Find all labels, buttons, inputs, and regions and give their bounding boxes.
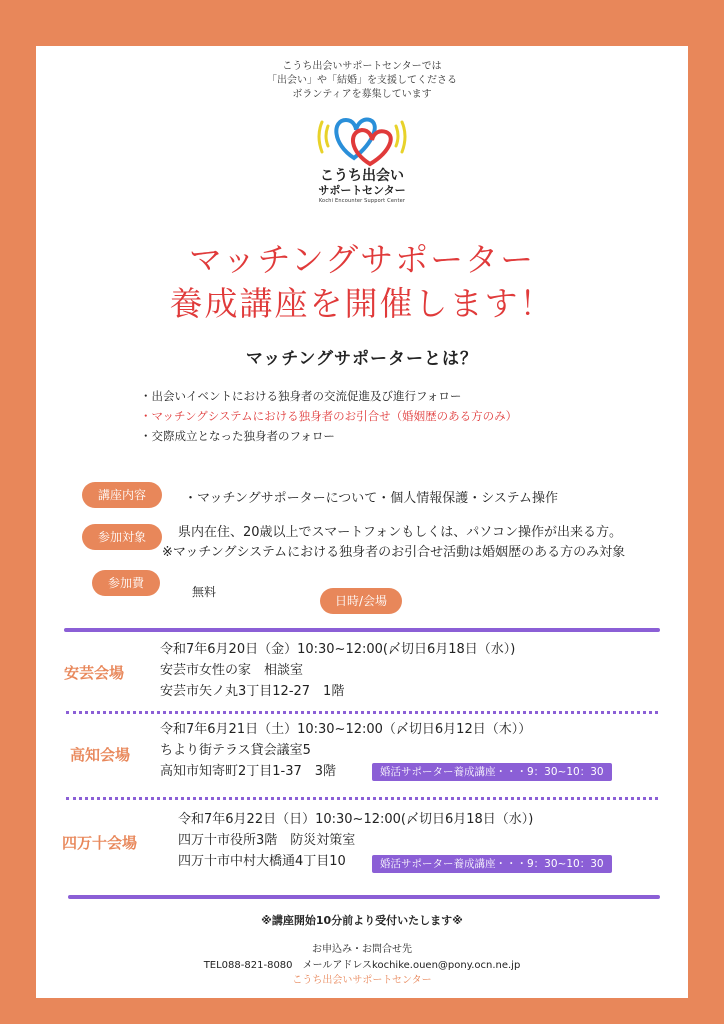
divider-dotted-1 — [66, 711, 658, 714]
venue-name-aki: 安芸会場 — [64, 664, 125, 682]
schedule-label: 日時/会場 — [320, 588, 402, 614]
venue-aki-date: 令和7年6月20日（金）10:30~12:00(〆切日6月18日（水）) — [160, 642, 516, 657]
course-text: ・マッチングサポーターについて・個人情報保護・システム操作 — [184, 491, 559, 506]
intro-line-1: こうち出会いサポートセンターでは — [282, 61, 442, 72]
footer-contact: TEL088-821-8080 メールアドレスkochike.ouen@pony.ocn.ne.jp — [203, 960, 521, 971]
footer-note: ※講座開始10分前より受付いたします※ — [261, 914, 463, 927]
venue-name-kochi: 高知会場 — [70, 746, 131, 764]
bullet-3: ・交際成立となった独身者のフォロー — [140, 429, 335, 443]
divider-bottom — [68, 895, 660, 899]
bullet-1: ・出会いイベントにおける独身者の交流促進及び進行フォロー — [140, 389, 462, 403]
course-label: 講座内容 — [82, 482, 162, 508]
venue-aki-address: 安芸市矢ノ丸3丁目12-27 1階 — [160, 684, 345, 699]
intro-text — [0, 60, 724, 102]
target-label: 参加対象 — [82, 524, 162, 550]
divider-top — [64, 628, 660, 632]
footer-org: こうち出会いサポートセンター — [292, 975, 432, 986]
venue-kochi-address: 高知市知寄町2丁目1-37 3階 — [160, 764, 337, 779]
venue-kochi-tag: 婚活サポーター養成講座・・・9：30~10：30 — [372, 763, 612, 781]
target-line-2: ※マッチングシステムにおける独身者のお引合せ活動は婚姻歴のある方のみ対象 — [162, 545, 626, 560]
intro-line-2: 「出会い」や「結婚」を支援してくださる — [267, 75, 457, 86]
intro-line-3: ボランティアを募集しています — [292, 89, 432, 100]
venue-kochi-date: 令和7年6月21日（土）10:30~12:00（〆切日6月12日（木）） — [160, 722, 532, 737]
logo-subname: サポートセンター — [318, 184, 406, 197]
venue-shimanto-place: 四万十市役所3階 防災対策室 — [178, 833, 356, 848]
footer-contact-label: お申込み・お問合せ先 — [312, 944, 412, 955]
venue-shimanto-tag: 婚活サポーター養成講座・・・9：30~10：30 — [372, 855, 612, 873]
fee-label: 参加費 — [92, 570, 160, 596]
fee-text: 無料 — [192, 585, 217, 599]
main-title-line-2: 養成講座を開催します！ — [169, 284, 555, 323]
target-line-1: 県内在住、20歳以上でスマートフォンもしくは、パソコン操作が出来る方。 — [178, 525, 622, 540]
logo-english: Kochi Encounter Support Center — [318, 198, 406, 204]
main-title-line-1: マッチングサポーター — [188, 240, 536, 279]
venue-shimanto-date: 令和7年6月22日（日）10:30~12:00(〆切日6月18日（水）) — [178, 812, 534, 827]
venue-shimanto-address: 四万十市中村大橋通4丁目10 — [178, 854, 346, 869]
divider-dotted-2 — [66, 797, 658, 800]
what-heading: マッチングサポーターとは？ — [245, 349, 479, 369]
bullet-2: ・マッチングシステムにおける独身者のお引合せ（婚姻歴のある方のみ） — [140, 409, 518, 423]
venue-name-shimanto: 四万十会場 — [62, 834, 138, 852]
venue-kochi-place: ちより街テラス貸会議室5 — [160, 743, 311, 758]
venue-aki-place: 安芸市女性の家 相談室 — [160, 663, 304, 678]
logo-name: こうち出会い — [320, 168, 404, 184]
